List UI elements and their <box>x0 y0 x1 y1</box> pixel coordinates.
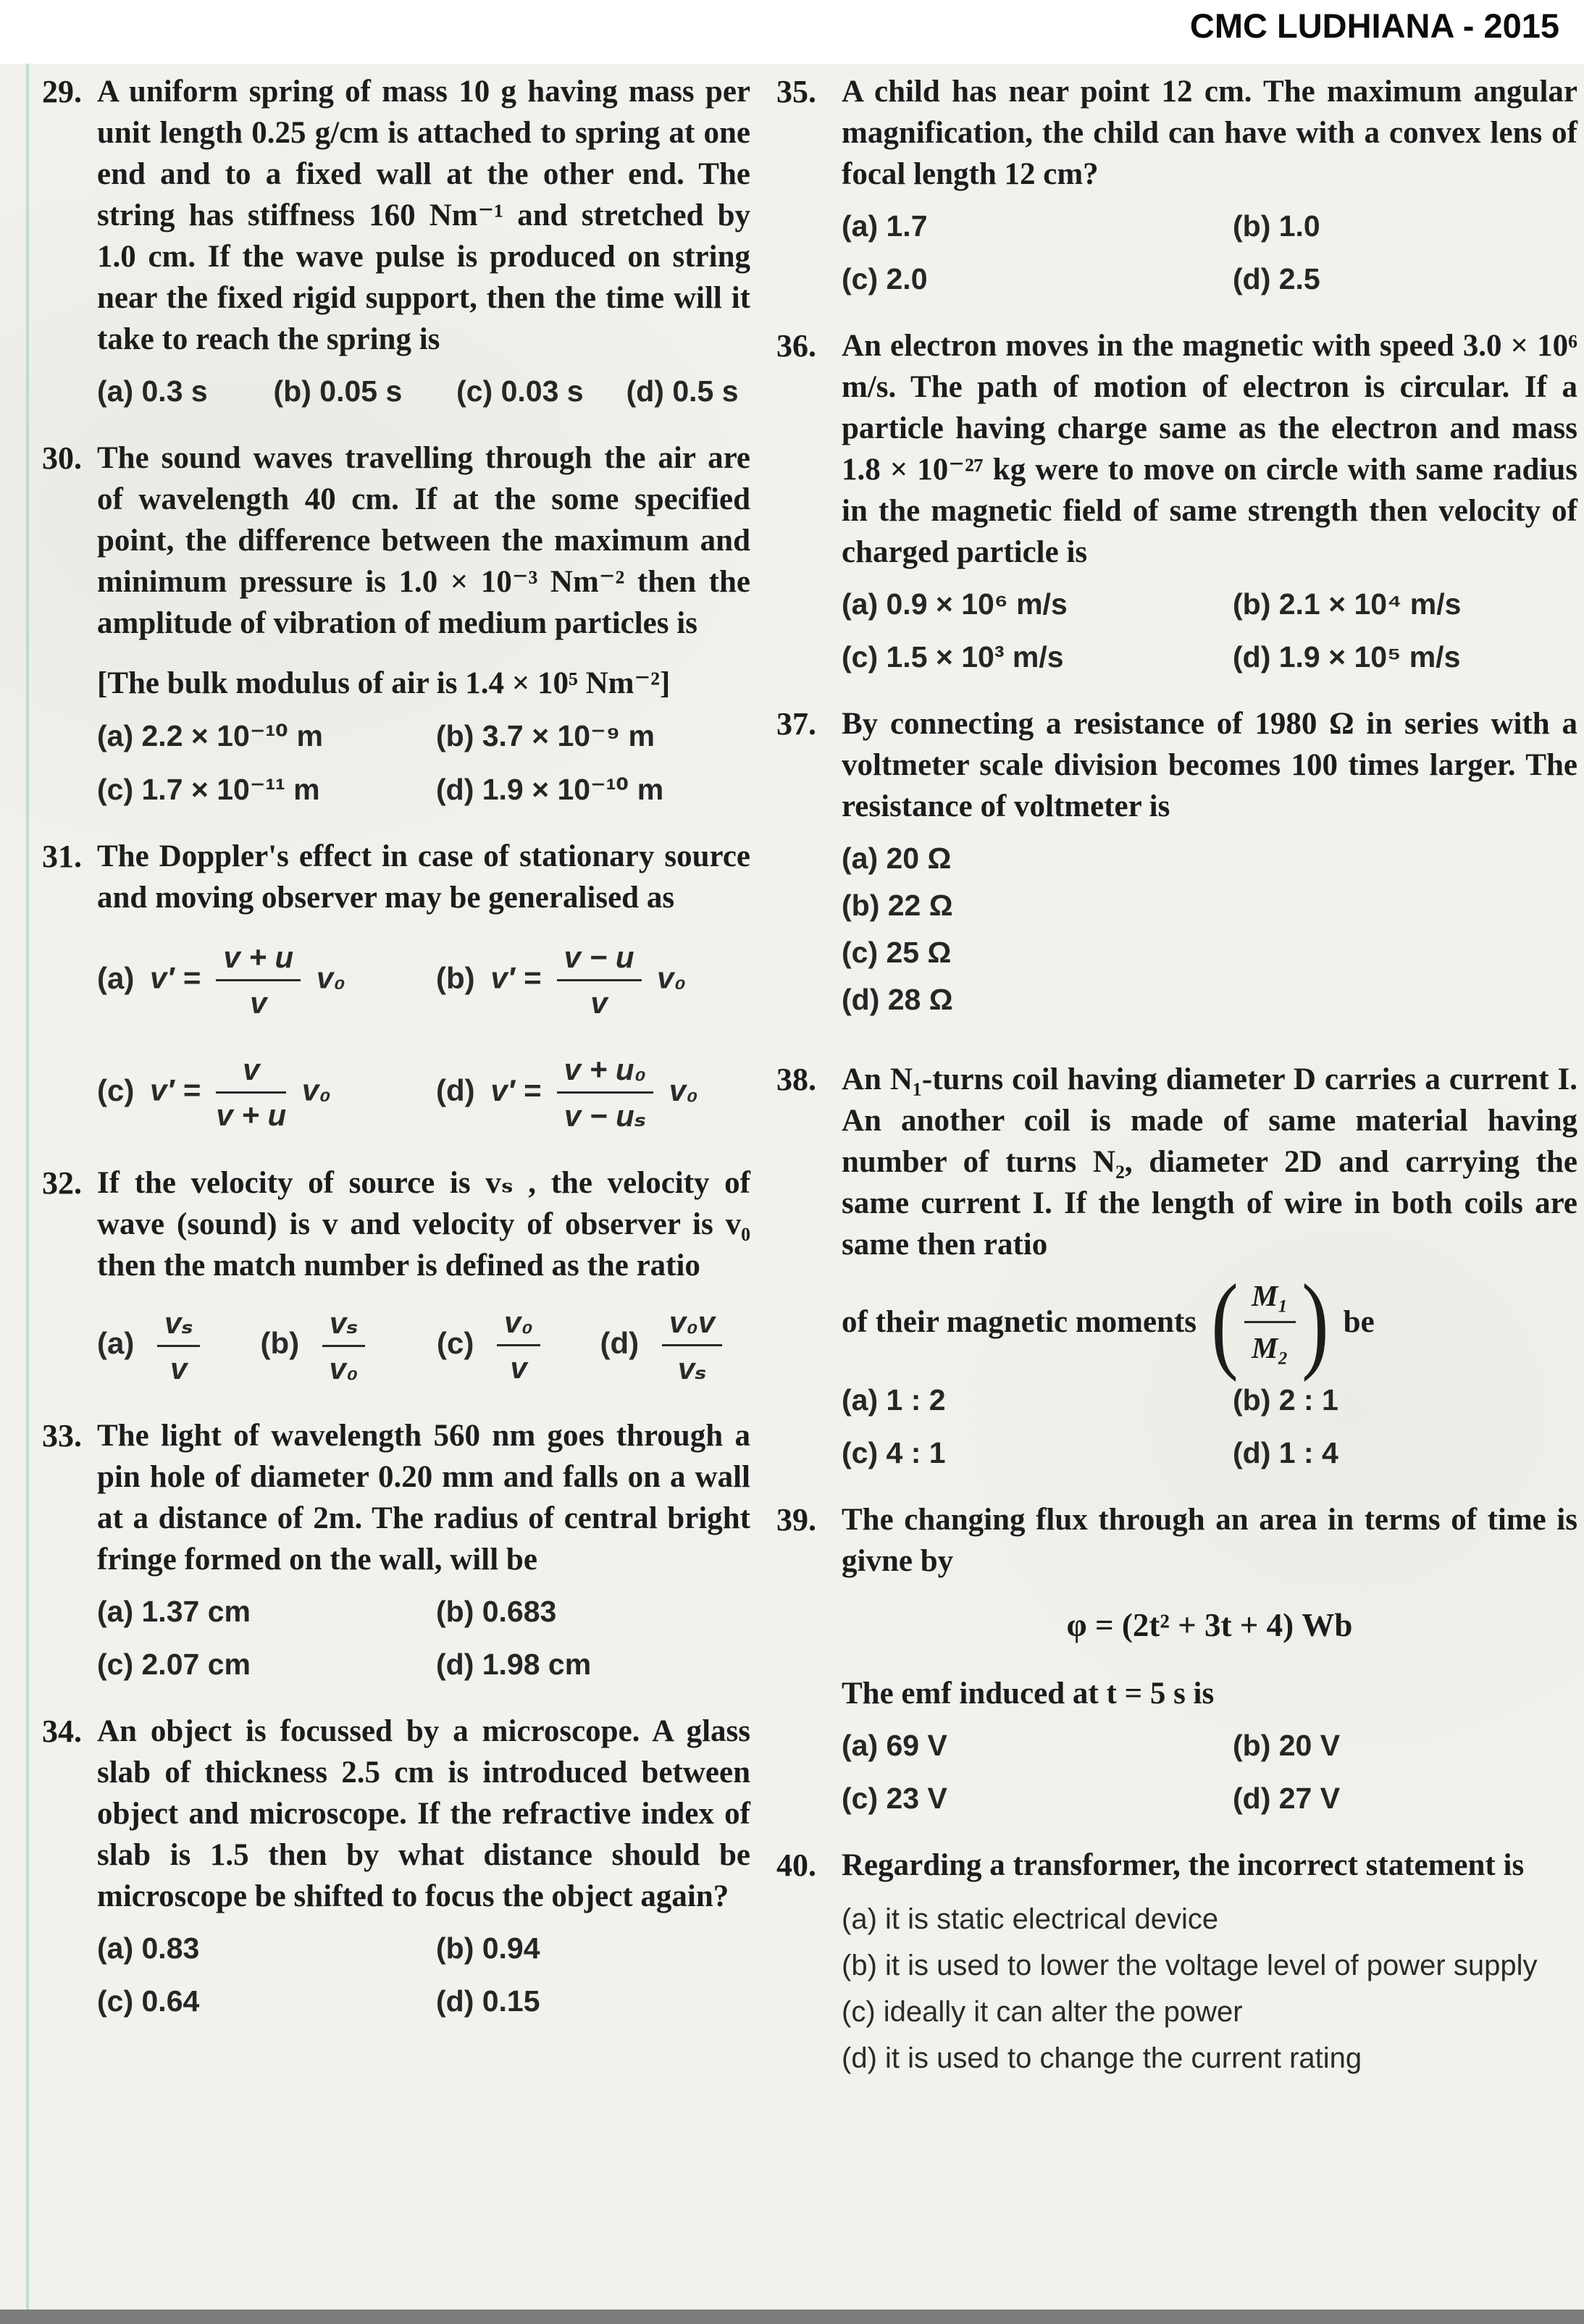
denominator: v₀ <box>329 1351 359 1385</box>
numerator: M₁ <box>1244 1275 1296 1323</box>
option-a: (a) 1 : 2 <box>842 1383 946 1417</box>
option-d: (d) 1 : 4 <box>1233 1436 1338 1469</box>
question-37-number: 37. <box>776 706 816 742</box>
option-b: (b) 0.94 <box>436 1931 540 1965</box>
option-a: (a) 2.2 × 10⁻¹⁰ m <box>97 719 323 752</box>
option-c: (c) ideally it can alter the power <box>842 1996 1243 2028</box>
option-c-label: (c) <box>97 1073 135 1107</box>
question-34-number: 34. <box>42 1713 82 1749</box>
option-d-tail: v₀ <box>669 1073 698 1108</box>
question-36-text: An electron moves in the magnetic with speed 3.0 × 10⁶ m/s. The path of motion of electron is circular. If a particle having charge same as the electron and mass 1.8 × 10⁻²⁷ kg were to move on circle with same radius in the magnetic field of same strength then velocity of charged particle is <box>842 329 1577 569</box>
option-d <box>436 1052 750 1133</box>
numerator: v₀v <box>662 1305 722 1346</box>
fraction <box>216 1052 286 1133</box>
numerator: vₛ <box>322 1305 365 1347</box>
question-31-text: The Doppler's effect in case of stationary source and moving observer may be generalised as <box>97 839 750 915</box>
option-d: (d) it is used to change the current rating <box>842 2042 1362 2074</box>
question-33-content <box>97 1415 750 1682</box>
numerator: v − u <box>557 940 642 981</box>
numerator: v₀ <box>497 1305 540 1346</box>
inline-text: of their magnetic moments <box>842 1305 1197 1339</box>
option-d: (d) 1.9 × 10⁻¹⁰ m <box>436 773 664 806</box>
option-b <box>436 940 750 1020</box>
option-c: (c) 23 V <box>842 1782 947 1815</box>
option-d-label: (d) <box>600 1326 640 1361</box>
question-31-content <box>97 836 750 1133</box>
fraction <box>557 1052 653 1133</box>
denominator: v <box>590 986 608 1020</box>
scan-edge-line <box>26 64 29 2310</box>
question-35-content <box>842 71 1577 296</box>
option-b: (b) 2.1 × 10⁴ m/s <box>1233 587 1462 621</box>
denominator: v <box>250 986 267 1020</box>
option-b: (b) 3.7 × 10⁻⁹ m <box>436 719 655 752</box>
question-39 <box>776 1499 1577 1816</box>
scan-area <box>0 64 1584 2310</box>
question-34 <box>42 1711 750 2018</box>
option-b-label: (b) <box>436 960 475 995</box>
question-32 <box>42 1162 750 1386</box>
fraction <box>497 1305 540 1385</box>
question-39-text: The changing flux through an area in terms of time is givne by <box>842 1503 1577 1578</box>
numerator: vₛ <box>157 1305 200 1347</box>
question-39-number: 39. <box>776 1502 816 1538</box>
question-35-text: A child has near point 12 cm. The maximum angular magnification, the child can have with a convex lens of focal length 12 cm? <box>842 75 1577 191</box>
question-37-content <box>842 703 1577 1030</box>
option-b: (b) 20 V <box>1233 1729 1341 1762</box>
question-33-text: The light of wavelength 560 nm goes through a pin hole of diameter 0.20 mm and falls on a wall at a distance of 2m. The radius of central bright fringe formed on the wall, will be <box>97 1419 750 1577</box>
option-c: (c) 0.64 <box>97 1984 200 2018</box>
question-38 <box>776 1059 1577 1470</box>
question-40-text: Regarding a transformer, the incorrect statement is <box>842 1848 1525 1882</box>
right-column <box>776 71 1577 2115</box>
fraction <box>322 1305 365 1386</box>
question-36 <box>776 325 1577 674</box>
question-30-text: The sound waves travelling through the air are of wavelength 40 cm. If at the some specified point, the difference between the maximum and minimum pressure is 1.0 × 10⁻³ Nm⁻² then the amplitude of vibration of medium particles is <box>97 441 750 640</box>
option-c: (c) 1.7 × 10⁻¹¹ m <box>97 773 320 806</box>
denominator: vₛ <box>677 1351 707 1385</box>
denominator: v <box>170 1351 188 1385</box>
question-32-number: 32. <box>42 1165 82 1201</box>
option-c: (c) 1.5 × 10³ m/s <box>842 640 1064 674</box>
question-30 <box>42 437 750 807</box>
option-d: (d) 0.5 s <box>626 374 739 408</box>
denominator: v − uₛ <box>563 1099 646 1133</box>
inline-text-tail: be <box>1343 1305 1375 1339</box>
bottom-scan-bar <box>0 2310 1584 2324</box>
question-29-text: A uniform spring of mass 10 g having mass per unit length 0.25 g/cm is attached to spring at one end and to a fixed wall at the other end. The string has stiffness 160 Nm⁻¹ and stretched by 1.0 cm. If the wave pulse is produced on string near the fixed rigid support, then the time will it take to reach the spring is <box>97 75 750 356</box>
option-b-label: (b) <box>260 1326 300 1361</box>
question-40-content <box>842 1845 1577 2086</box>
page-header <box>0 0 1584 64</box>
question-31-number: 31. <box>42 839 82 874</box>
option-b-lhs: v′ = <box>490 960 541 995</box>
fraction <box>157 1305 200 1386</box>
question-38-text: An N₁-turns coil having diameter D carries a current I. An another coil is made of same material having number of turns N₂, diameter 2D and carrying the same current I. If the length of wire in both coils are same then ratio <box>842 1062 1577 1262</box>
option-d: (d) 27 V <box>1233 1782 1341 1815</box>
numerator: v + u₀ <box>557 1052 653 1094</box>
question-30-options <box>97 718 750 807</box>
option-b-tail: v₀ <box>657 960 687 995</box>
page-title: CMC LUDHIANA - 2015 <box>1189 7 1559 45</box>
option-a <box>97 940 436 1020</box>
fraction <box>1244 1275 1296 1369</box>
option-d: (d) 1.98 cm <box>436 1648 592 1681</box>
option-a-label: (a) <box>97 1326 135 1361</box>
question-34-options <box>97 1931 750 2018</box>
question-36-options <box>842 587 1577 674</box>
option-b <box>261 1305 437 1386</box>
option-a <box>97 1305 261 1386</box>
option-a: (a) 1.7 <box>842 209 928 243</box>
question-31-options <box>97 940 750 1133</box>
question-33-number: 33. <box>42 1418 82 1453</box>
option-d: (d) 0.15 <box>436 1984 540 2018</box>
denominator: v + u <box>216 1098 287 1132</box>
question-32-options <box>97 1305 750 1386</box>
option-b: (b) it is used to lower the voltage level of power supply <box>842 1950 1538 1981</box>
question-32-content <box>97 1162 750 1386</box>
question-30-content <box>97 437 750 807</box>
question-33 <box>42 1415 750 1682</box>
option-b: (b) 2 : 1 <box>1233 1383 1338 1417</box>
option-a-lhs: v′ = <box>150 960 201 995</box>
question-36-content <box>842 325 1577 674</box>
option-c <box>437 1305 600 1386</box>
question-39-options <box>842 1729 1577 1816</box>
question-38-options <box>842 1383 1577 1470</box>
question-40 <box>776 1845 1577 2086</box>
option-d-lhs: v′ = <box>490 1073 541 1108</box>
question-34-content <box>97 1711 750 2018</box>
option-a: (a) 20 Ω <box>842 842 952 875</box>
question-39-formula: φ = (2t² + 3t + 4) Wb <box>1066 1607 1353 1643</box>
fraction <box>557 940 642 1020</box>
option-b: (b) 0.683 <box>436 1595 557 1628</box>
option-c: (c) 0.03 s <box>456 374 584 408</box>
question-37 <box>776 703 1577 1030</box>
option-c-label: (c) <box>437 1325 474 1360</box>
fraction <box>662 1305 722 1386</box>
denominator: v <box>510 1351 527 1385</box>
option-a: (a) 0.3 s <box>97 374 208 408</box>
option-c: (c) 2.07 cm <box>97 1648 251 1681</box>
question-32-text: If the velocity of source is vₛ , the velocity of wave (sound) is v and velocity of observer is v₀ then the match number is defined as the ratio <box>97 1166 750 1283</box>
question-35 <box>776 71 1577 296</box>
option-a-tail: v₀ <box>316 960 345 995</box>
option-b: (b) 1.0 <box>1233 209 1320 243</box>
option-d: (d) 2.5 <box>1233 262 1320 295</box>
question-36-number: 36. <box>776 328 816 364</box>
option-a: (a) 69 V <box>842 1729 947 1762</box>
option-a: (a) 0.83 <box>97 1931 200 1965</box>
option-a: (a) 0.9 × 10⁶ m/s <box>842 587 1068 621</box>
option-d <box>600 1305 750 1386</box>
option-a-label: (a) <box>97 960 135 995</box>
option-c: (c) 25 Ω <box>842 936 952 969</box>
option-d: (d) 28 Ω <box>842 983 953 1016</box>
question-38-content <box>842 1059 1577 1470</box>
option-c <box>97 1052 436 1133</box>
question-39-content <box>842 1499 1577 1816</box>
question-29-options <box>97 374 750 408</box>
numerator: v + u <box>216 940 301 981</box>
option-c-tail: v₀ <box>301 1073 331 1107</box>
question-40-number: 40. <box>776 1847 816 1883</box>
question-37-text: By connecting a resistance of 1980 Ω in series with a voltmeter scale division becomes 100 times larger. The resistance of voltmeter is <box>842 707 1577 823</box>
option-d: (d) 1.9 × 10⁵ m/s <box>1233 640 1461 674</box>
question-34-text: An object is focussed by a microscope. A glass slab of thickness 2.5 cm is introduced between object and microscope. If the refractive index of slab is 1.5 then by what distance should be microscope be shifted to focus the object again? <box>97 1714 750 1913</box>
option-d-label: (d) <box>436 1073 475 1108</box>
question-37-options <box>842 842 1577 1017</box>
question-35-number: 35. <box>776 74 816 109</box>
question-38-text-continued: of their magnetic moments ( $\frac{\text{M₁}}{\text{M₂}}$ ) be <box>842 1262 1375 1383</box>
question-30-note: [The bulk modulus of air is 1.4 × 10⁵ Nm⁻²] <box>97 666 671 700</box>
question-29-content <box>97 71 750 408</box>
question-30-number: 30. <box>42 440 82 476</box>
option-a: (a) it is static electrical device <box>842 1903 1219 1935</box>
question-29-number: 29. <box>42 74 82 109</box>
question-29 <box>42 71 750 408</box>
option-b: (b) 0.05 s <box>273 374 403 408</box>
numerator: v <box>216 1052 286 1094</box>
option-c-lhs: v′ = <box>150 1073 201 1107</box>
question-40-options <box>842 1900 1577 2077</box>
question-39-text-2: The emf induced at t = 5 s is <box>842 1677 1215 1711</box>
option-c: (c) 4 : 1 <box>842 1436 946 1469</box>
question-35-options <box>842 209 1577 296</box>
question-31 <box>42 836 750 1133</box>
option-b: (b) 22 Ω <box>842 889 953 922</box>
option-c: (c) 2.0 <box>842 262 928 295</box>
option-a: (a) 1.37 cm <box>97 1595 251 1628</box>
question-38-number: 38. <box>776 1062 816 1097</box>
denominator: M₂ <box>1251 1331 1288 1364</box>
fraction <box>216 940 301 1020</box>
question-33-options <box>97 1595 750 1682</box>
left-column <box>42 71 750 2047</box>
